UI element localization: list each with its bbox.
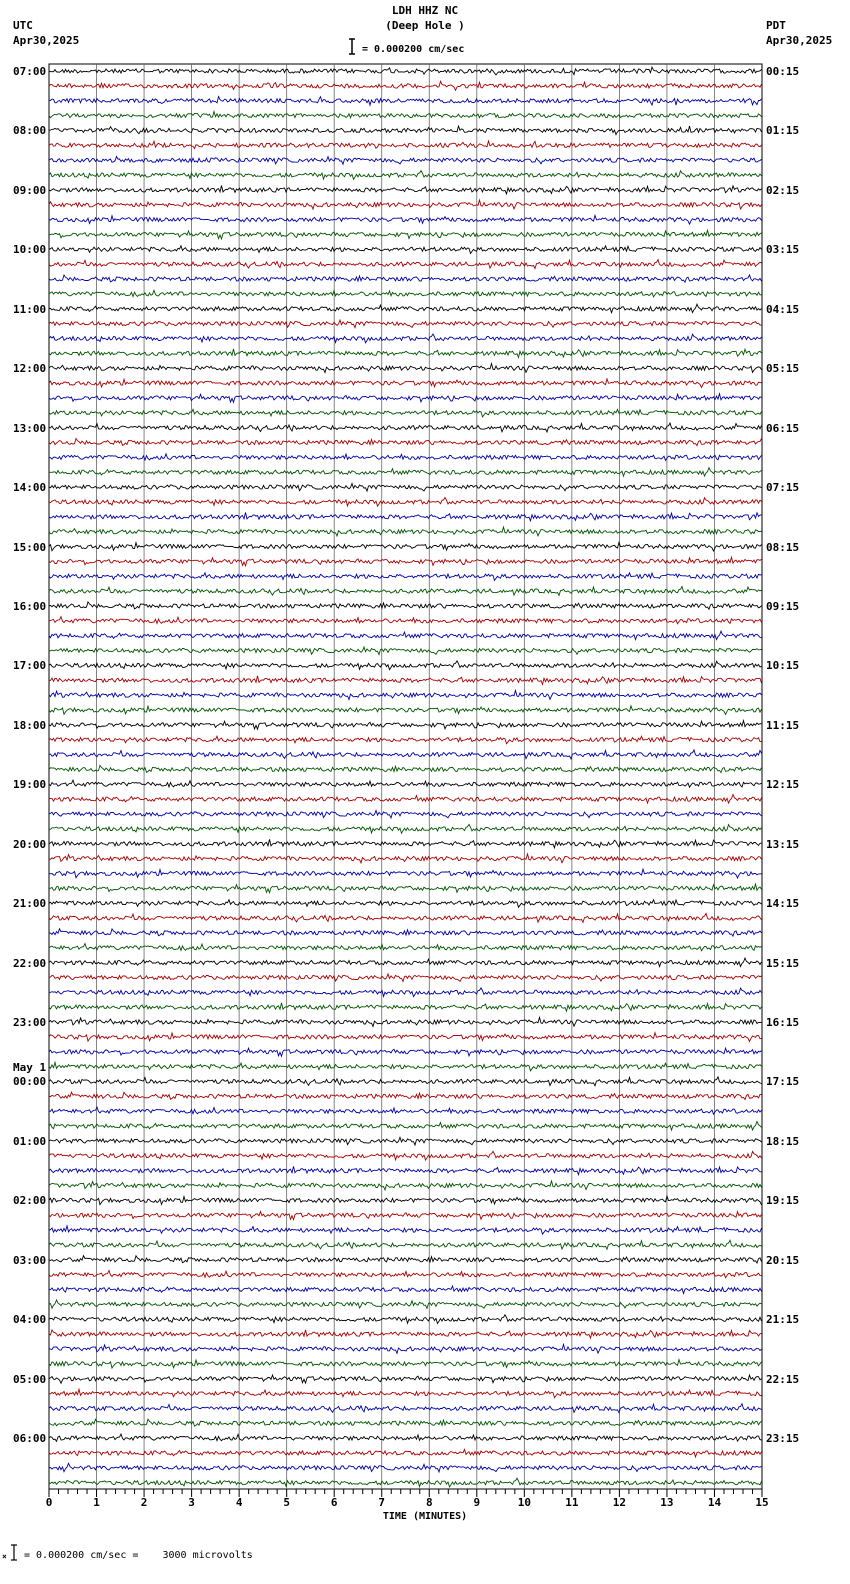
seismic-trace — [49, 423, 762, 432]
seismic-trace — [49, 1240, 762, 1249]
seismic-trace — [49, 929, 762, 936]
x-tick-label: 8 — [425, 1496, 433, 1509]
seismic-trace — [49, 736, 762, 744]
pdt-time-label: 20:15 — [766, 1253, 800, 1267]
seismic-trace — [49, 691, 762, 700]
seismic-trace — [49, 97, 762, 106]
seismic-trace — [49, 884, 762, 893]
seismic-trace — [49, 824, 762, 833]
seismic-trace — [49, 157, 762, 165]
pdt-time-label: 00:15 — [766, 65, 800, 78]
pdt-time-label: 03:15 — [766, 243, 800, 257]
seismic-trace — [49, 765, 762, 772]
seismic-trace — [49, 587, 762, 596]
x-tick-label: 12 — [612, 1496, 627, 1509]
pdt-time-label: 16:15 — [766, 1016, 800, 1030]
seismic-trace — [49, 631, 762, 639]
pdt-time-label: 11:15 — [766, 718, 800, 732]
seismic-trace — [49, 1463, 762, 1472]
pdt-time-label: 02:15 — [766, 183, 800, 197]
seismic-trace — [49, 290, 762, 297]
seismic-trace — [49, 1062, 762, 1070]
seismic-trace — [49, 1286, 762, 1294]
seismic-trace — [49, 1344, 762, 1353]
x-tick-label: 3 — [188, 1496, 195, 1509]
pdt-time-label: 10:15 — [766, 659, 800, 673]
pdt-time-label: 12:15 — [766, 778, 800, 792]
x-tick-label: 0 — [45, 1496, 53, 1509]
seismic-trace — [49, 661, 762, 670]
pdt-time-label: 19:15 — [766, 1194, 800, 1208]
date-change-label: May 1 — [13, 1061, 47, 1075]
utc-time-label: 15:00 — [13, 540, 47, 554]
seismic-trace — [49, 215, 762, 224]
seismic-trace — [49, 186, 762, 194]
x-tick-label: 14 — [707, 1496, 722, 1509]
x-tick-label: 6 — [330, 1496, 338, 1509]
pdt-time-label: 13:15 — [766, 837, 800, 851]
x-tick-label: 9 — [473, 1496, 481, 1509]
utc-time-label: 04:00 — [13, 1313, 47, 1327]
seismic-trace — [49, 706, 762, 715]
seismic-trace — [49, 246, 762, 254]
pdt-time-label: 07:15 — [766, 481, 800, 495]
x-tick-label: 11 — [565, 1496, 579, 1509]
utc-time-label: 02:00 — [13, 1194, 47, 1208]
utc-time-label: 01:00 — [13, 1134, 47, 1148]
pdt-time-label: 22:15 — [766, 1372, 800, 1386]
pdt-time-label: 08:15 — [766, 540, 800, 554]
seismic-trace — [49, 944, 762, 951]
utc-time-label: 20:00 — [13, 837, 47, 851]
pdt-time-label: 04:15 — [766, 302, 800, 316]
seismic-trace — [49, 1137, 762, 1145]
seismic-trace — [49, 795, 762, 804]
seismic-trace — [49, 379, 762, 388]
x-tick-label: 7 — [378, 1496, 386, 1509]
seismic-trace — [49, 1360, 762, 1368]
chart-title: LDH HHZ NC — [391, 4, 459, 17]
pdt-time-label: 17:15 — [766, 1075, 800, 1089]
seismic-trace — [49, 304, 762, 313]
utc-time-label: 21:00 — [13, 897, 47, 911]
seismic-trace — [49, 750, 762, 759]
seismic-trace — [49, 275, 762, 282]
utc-time-label: 12:00 — [13, 362, 47, 376]
utc-time-label: 16:00 — [13, 599, 47, 613]
seismic-trace — [49, 171, 762, 180]
utc-time-label: 13:00 — [13, 421, 47, 435]
utc-time-label: 18:00 — [13, 718, 47, 732]
seismic-trace — [49, 200, 762, 209]
seismic-trace — [49, 1404, 762, 1413]
left-date: Apr30,2025 — [13, 34, 80, 47]
seismic-trace — [49, 1212, 762, 1220]
x-axis-label: TIME (MINUTES) — [382, 1511, 468, 1522]
seismic-trace — [49, 364, 762, 373]
footer-marker: × — [2, 1552, 7, 1561]
seismic-trace — [49, 1449, 762, 1457]
seismic-trace — [49, 573, 762, 581]
seismic-trace — [49, 67, 762, 75]
seismic-trace — [49, 988, 762, 997]
x-tick-label: 10 — [517, 1496, 531, 1509]
scale-text: = 0.000200 cm/sec — [362, 44, 465, 55]
seismic-trace — [49, 1122, 762, 1131]
seismic-trace — [49, 1033, 762, 1042]
seismic-trace — [49, 454, 762, 461]
utc-time-label: 09:00 — [13, 183, 47, 197]
right-timezone: PDT — [766, 19, 786, 32]
seismic-trace — [49, 1196, 762, 1205]
x-tick-label: 4 — [235, 1496, 243, 1509]
utc-time-label: 11:00 — [13, 302, 47, 316]
seismic-trace — [49, 260, 762, 269]
seismic-trace — [49, 839, 762, 847]
seismic-trace — [49, 438, 762, 445]
seismic-trace — [49, 542, 762, 551]
seismic-trace — [49, 1256, 762, 1263]
seismic-trace — [49, 1226, 762, 1234]
x-tick-label: 15 — [755, 1496, 769, 1509]
seismic-trace — [49, 854, 762, 863]
seismic-trace — [49, 913, 762, 922]
left-timezone: UTC — [13, 19, 33, 32]
seismic-trace — [49, 126, 762, 135]
seismic-trace — [49, 349, 762, 357]
seismic-trace — [49, 1434, 762, 1441]
utc-time-label: 17:00 — [13, 659, 47, 673]
seismic-trace — [49, 141, 762, 149]
seismic-trace — [49, 81, 762, 90]
utc-time-label: 22:00 — [13, 956, 47, 970]
seismic-trace — [49, 1077, 762, 1086]
utc-time-label: 08:00 — [13, 124, 47, 138]
seismic-trace — [49, 498, 762, 507]
seismic-trace — [49, 958, 762, 967]
seismic-trace — [49, 647, 762, 655]
utc-time-label: 06:00 — [13, 1432, 47, 1446]
seismic-trace — [49, 1300, 762, 1309]
pdt-time-label: 09:15 — [766, 599, 800, 613]
seismic-trace — [49, 527, 762, 536]
pdt-time-label: 06:15 — [766, 421, 800, 435]
pdt-time-label: 01:15 — [766, 124, 800, 138]
x-tick-label: 2 — [140, 1496, 148, 1509]
seismic-trace — [49, 1166, 762, 1174]
pdt-time-label: 18:15 — [766, 1134, 800, 1148]
seismic-trace — [49, 1389, 762, 1397]
seismic-trace — [49, 334, 762, 343]
seismic-trace — [49, 484, 762, 492]
footer-scale-bar-icon — [10, 1544, 20, 1562]
seismic-trace — [49, 394, 762, 403]
seismic-trace — [49, 1151, 762, 1160]
pdt-time-label: 15:15 — [766, 956, 800, 970]
utc-time-label: 19:00 — [13, 778, 47, 792]
footer-scale-text: = 0.000200 cm/sec = 3000 microvolts — [24, 1550, 253, 1561]
seismic-trace — [49, 780, 762, 787]
seismic-trace — [49, 1092, 762, 1099]
seismic-trace — [49, 1375, 762, 1383]
seismic-trace — [49, 602, 762, 609]
seismic-trace — [49, 1003, 762, 1011]
pdt-time-label: 14:15 — [766, 897, 800, 911]
seismic-trace — [49, 617, 762, 624]
seismic-trace — [49, 557, 762, 566]
seismic-trace — [49, 676, 762, 684]
seismic-trace — [49, 409, 762, 417]
seismic-trace — [49, 974, 762, 982]
utc-time-label: 14:00 — [13, 481, 47, 495]
pdt-time-label: 05:15 — [766, 362, 800, 376]
chart-subtitle: (Deep Hole ) — [385, 19, 465, 32]
utc-time-label: 23:00 — [13, 1016, 47, 1030]
seismic-trace — [49, 1315, 762, 1324]
seismic-trace — [49, 1478, 762, 1487]
pdt-time-label: 21:15 — [766, 1313, 800, 1327]
seismic-trace — [49, 1048, 762, 1056]
seismic-trace — [49, 1181, 762, 1190]
utc-time-label: 10:00 — [13, 243, 47, 257]
utc-time-label: 07:00 — [13, 65, 47, 78]
seismic-trace — [49, 230, 762, 239]
seismic-trace — [49, 1271, 762, 1278]
seismic-trace — [49, 1107, 762, 1114]
pdt-time-label: 23:15 — [766, 1432, 800, 1446]
x-tick-label: 5 — [283, 1496, 290, 1509]
seismic-trace — [49, 513, 762, 521]
seismic-trace — [49, 468, 762, 477]
x-tick-label: 1 — [93, 1496, 100, 1509]
utc-time-label: 05:00 — [13, 1372, 47, 1386]
seismic-trace — [49, 112, 762, 118]
seismic-trace — [49, 1017, 762, 1026]
right-date: Apr30,2025 — [766, 34, 833, 47]
x-tick-label: 13 — [660, 1496, 674, 1509]
seismic-trace — [49, 1419, 762, 1426]
seismic-trace — [49, 900, 762, 908]
seismic-trace — [49, 869, 762, 878]
seismic-trace — [49, 811, 762, 819]
utc-time-label: 00:00 — [13, 1075, 47, 1089]
seismic-trace — [49, 1330, 762, 1338]
seismic-trace — [49, 320, 762, 328]
utc-time-label: 03:00 — [13, 1253, 47, 1267]
seismic-trace — [49, 721, 762, 730]
